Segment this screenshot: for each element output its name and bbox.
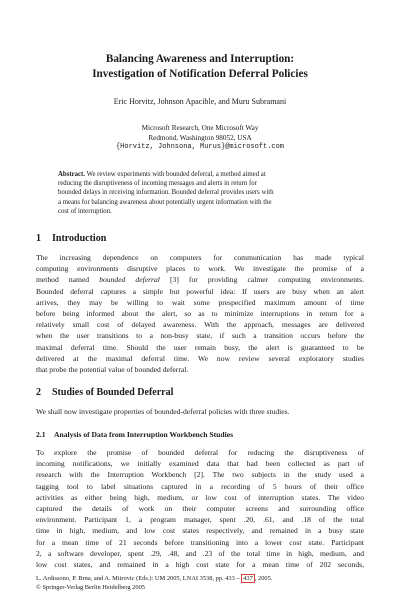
page-number-link[interactable]: 437 [243,575,253,582]
introduction-paragraph: The increasing dependence on computers for communication has made typical computing environments disruptive places to work. We investigate the promise of a method named bounded deferral [3] for providing calmer computing environments. Bounded deferral captures a simple but powerful idea: If users are busy when an alert arrives, they may be willing to wait some prespecified maximum amount of time before being informed about the alert, so as to minimize interruptions in return for a relatively small cost of delayed awareness. With the approach, messages are delivered when the user transitions to a non-busy state, if such a transition occurs before the maximal deferral time. Should the user remain busy, the alert is guaranteed to be delivered at the maximal deferral time. We now review several exploratory studies that probe the potential value of bounded deferral. [36,253,365,375]
abstract-line: bounded delays in receiving information. Bounded deferral provides users with [58,189,274,197]
section-number: 1 [36,233,41,244]
workbench-paragraph: To explore the promise of bounded deferral for reducing the disruptiveness of incoming notifications, we initially examined data that had been collected as part of research with the Interruption Workbench [2]. The two subjects in the study used a tagging tool to label situations captured in a recording of 5 hours of their office activities as either being high, medium, or low cost of interruption states. The video captured the details of work on their computer screens and surrounding office environment. Participant 1, a program manager, spent .20, .61, and .18 of the total time in high, medium, and low cost states respectively, and remained in a busy state for a mean time of 21 seconds before transitioning into a lower cost state. Participant 2, a software developer, spent .29, .48, and .23 of the total time in high, medium, and low cost states, and remained in a high cost state for a mean time of 202 seconds, [36,448,364,570]
section-title: Studies of Bounded Deferral [52,387,174,398]
citation-footer [36,574,364,592]
affiliation-org: Microsoft Research, One Microsoft Way [141,124,259,132]
section-title: Introduction [52,233,107,244]
abstract-line: a means for balancing awareness about potentially urgent information with the [58,198,272,206]
abstract [58,170,342,216]
abstract-label: Abstract. [58,171,85,178]
author-list: Eric Horvitz, Johnson Apacible, and Muru Subramani [113,97,287,106]
citation-line: L. Ardissono, P. Brna, and A. Mitrovic (Eds.): UM 2005, LNAI 3538, pp. 433 – 437 , 2005. [36,575,273,582]
abstract-line: reducing the disruptiveness of incoming messages and alerts in return for [58,180,257,188]
title-line-2: Investigation of Notification Deferral Policies [92,68,308,80]
subsection-heading-2-1 [36,430,233,439]
title-line-1: Balancing Awareness and Interruption: [105,53,295,65]
subsection-title: Analysis of Data from Interruption Workbench Studies [54,430,234,439]
section-number: 2 [36,387,41,398]
studies-intro-paragraph: We shall now investigate properties of bounded-deferral policies with three studies. [36,407,290,416]
subsection-number: 2.1 [36,430,46,439]
emphasis-term: bounded deferral [99,275,160,285]
abstract-line: Abstract. We review experiments with bounded deferral, a method aimed at [58,171,266,178]
section-heading-1 [36,233,106,244]
abstract-line: cost of interruption. [58,207,112,215]
affiliation-email: {Horvitz, Johnsona, Murus}@microsoft.com [115,143,285,152]
affiliation-city: Redmond, Washington 98052, USA [148,133,252,142]
copyright-line: © Springer-Verlag Berlin Heidelberg 2005 [36,584,145,591]
affiliation [36,124,364,153]
paper-title [36,52,364,82]
section-heading-2 [36,387,173,398]
